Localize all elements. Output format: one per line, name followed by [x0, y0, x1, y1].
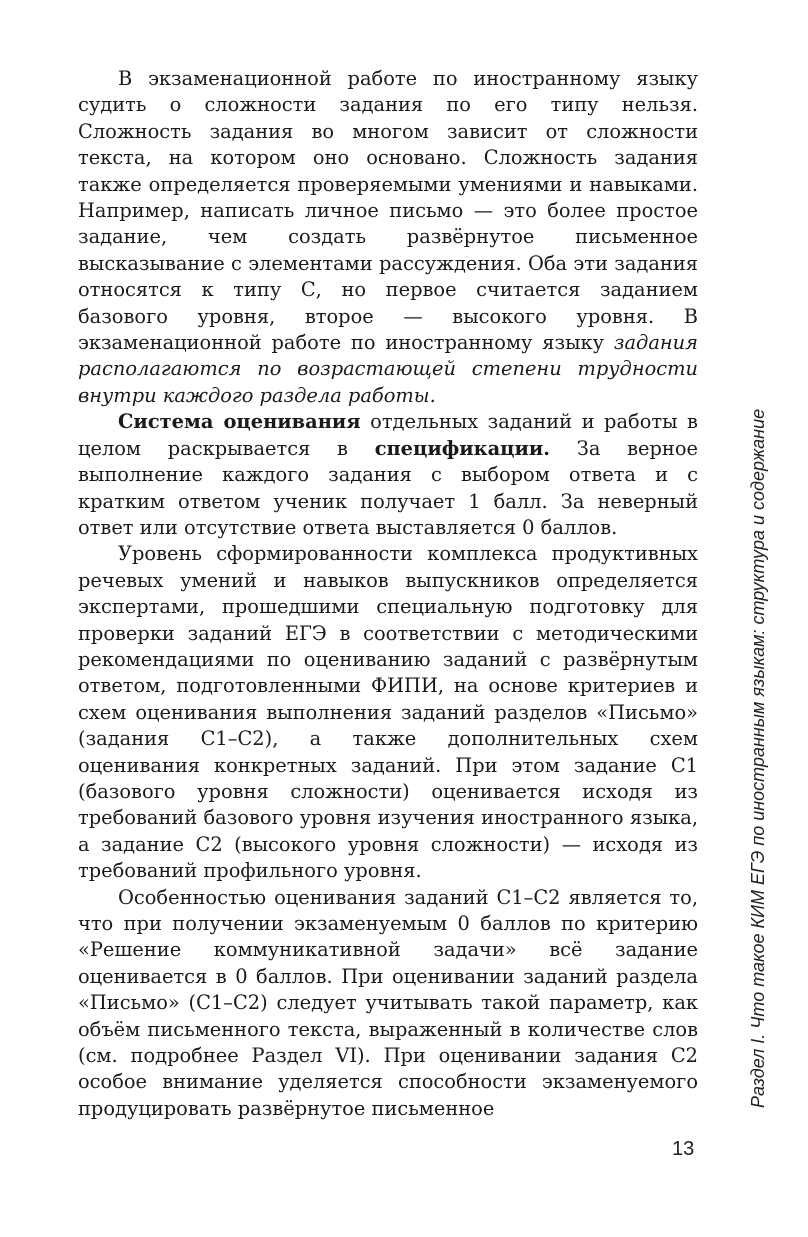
paragraph-bold-text: Система оценивания [118, 410, 361, 434]
paragraph-text: отдельных заданий и работы в целом раскрывается в [78, 410, 698, 460]
paragraph-text: Особенностью оценивания заданий С1–С2 является то, что при получении экзаменуемым 0 баллов по критерию «Решение коммуникативной задачи» всё задание оценивается в 0 баллов. При оценивании заданий раздела «Письмо» (С1–С2) следует учитывать такой параметр, как объём письменного текста, выраженный в количестве слов (см. подробнее Раздел VI). При оценивании задания С2 особое внимание уделяется способности экзаменуемого продуцировать развёрнутое письменное [78, 885, 698, 1120]
paragraph [78, 66, 698, 409]
paragraph-text: Уровень сформированности комплекса продуктивных речевых умений и навыков выпускников определяется экспертами, прошедшими специальную подготовку для проверки заданий ЕГЭ в соответствии с методическими рекомендациями по оцениванию заданий с развёрнутым ответом, подготовленными ФИПИ, на основе критериев и схем оценивания выполнения заданий разделов «Письмо» (задания С1–С2), а также дополнительных схем оценивания конкретных заданий. При этом задание С1 (базового уровня сложности) оценивается исходя из требований базового уровня изучения иностранного языка, а задание С2 (высокого уровня сложности) — исходя из требований профильного уровня. [78, 542, 698, 883]
paragraph [78, 409, 698, 541]
paragraph-text: За верное выполнение каждого задания с выбором ответа и с кратким ответом ученик получает 1 балл. За неверный ответ или отсутствие ответа выставляется 0 баллов. [78, 436, 698, 539]
paragraph-italic-text: задания располагаются по возрастающей степени трудности внутри каждого раздела работы. [78, 331, 698, 407]
paragraph [78, 541, 698, 884]
paragraph [78, 885, 698, 1123]
running-header: Раздел I. Что такое КИМ ЕГЭ по иностранным языкам: структура и содержание [748, 408, 768, 1108]
paragraph-bold-text: спецификации. [374, 436, 551, 460]
page-number: 13 [672, 1138, 695, 1160]
page-body [78, 66, 698, 1122]
paragraph-text: В экзаменационной работе по иностранному языку судить о сложности задания по его типу нельзя. Сложность задания во многом зависит от сложности текста, на котором оно основано. Сложность задания также определяется проверяемыми умениями и навыками. Например, написать личное письмо — это более простое задание, чем создать развёрнутое письменное высказывание с элементами рассуждения. Оба эти задания относятся к типу С, но первое считается заданием базового уровня, второе — высокого уровня. В экзаменационной работе по иностранному языку [78, 67, 698, 355]
